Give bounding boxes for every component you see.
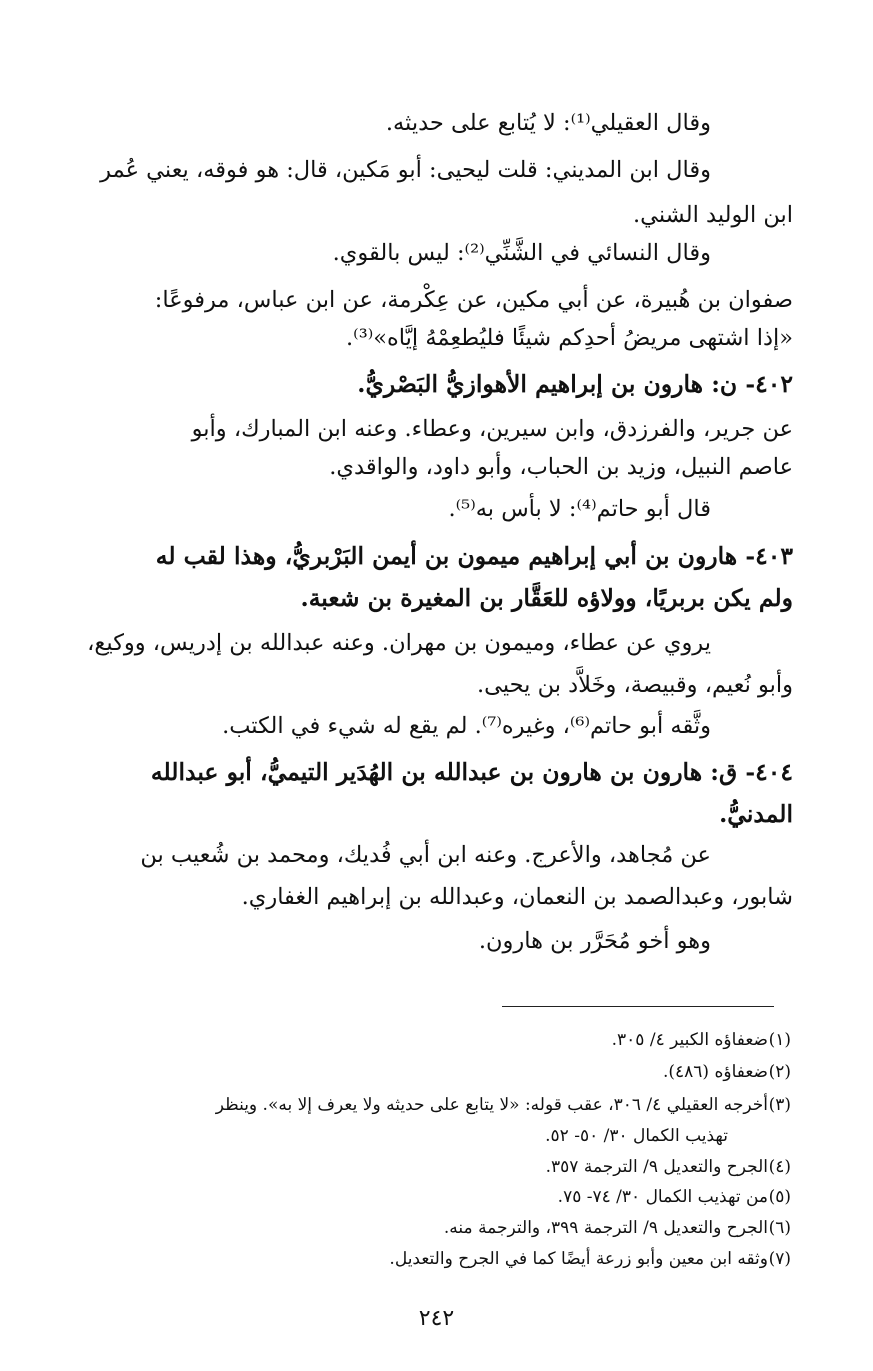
footnote-text: ضعفاؤه الكبير ٤/ ٣٠٥. bbox=[611, 1030, 768, 1050]
footnote-text: أخرجه العقيلي ٤/ ٣٠٦، عقب قوله: «لا يتابع على حديثه ولا يعرف إلا به». وينظر bbox=[215, 1095, 768, 1115]
footnote-separator bbox=[502, 1006, 774, 1007]
footnote-text: الجرح والتعديل ٩/ الترجمة ٣٩٩، والترجمة منه. bbox=[443, 1218, 768, 1238]
footnote-number: (٥) bbox=[768, 1187, 791, 1207]
text-line: وقال العقيلي⁽¹⁾: لا يُتابع على حديثه. bbox=[385, 110, 711, 136]
text-line: ابن الوليد الشني. bbox=[632, 202, 793, 228]
footnote-number: (٢) bbox=[768, 1062, 791, 1082]
entry-heading-403-cont: ولم يكن بربريًا، وولاؤه للعَقَّار بن المغيرة بن شعبة. bbox=[300, 584, 793, 612]
footnote-text: من تهذيب الكمال ٣٠/ ٧٤- ٧٥. bbox=[557, 1187, 768, 1207]
text-line: وهو أخو مُحَرَّر بن هارون. bbox=[478, 928, 711, 954]
text-line: وقال ابن المديني: قلت ليحيى: أبو مَكين، قال: هو فوقه، يعني عُمر bbox=[100, 157, 711, 183]
text-line: عن جرير، والفرزدق، وابن سيرين، وعطاء. وعنه ابن المبارك، وأبو bbox=[191, 416, 793, 442]
footnote-text: الجرح والتعديل ٩/ الترجمة ٣٥٧. bbox=[545, 1157, 768, 1177]
entry-heading-404-cont: المدنيُّ. bbox=[719, 800, 793, 828]
footnote-number: (٦) bbox=[768, 1218, 791, 1238]
footnote-number: (٤) bbox=[768, 1157, 791, 1177]
entry-heading-403: ٤٠٣- هارون بن أبي إبراهيم ميمون بن أيمن البَرْبريُّ، وهذا لقب له bbox=[155, 542, 793, 570]
footnote-number: (٧) bbox=[768, 1249, 791, 1269]
page-number: ٢٤٢ bbox=[418, 1306, 455, 1331]
text-line: صفوان بن هُبيرة، عن أبي مكين، عن عِكْرمة، عن ابن عباس، مرفوعًا: bbox=[154, 287, 793, 313]
text-line: قال أبو حاتم⁽⁴⁾: لا بأس به⁽⁵⁾. bbox=[448, 496, 711, 522]
footnote-text: ضعفاؤه (٤٨٦). bbox=[662, 1062, 768, 1082]
text-line: وأبو نُعيم، وقبيصة، وخَلاَّد بن يحيى. bbox=[476, 672, 793, 698]
footnote-text: وثقه ابن معين وأبو زرعة أيضًا كما في الجرح والتعديل. bbox=[389, 1249, 768, 1269]
text-line: شابور، وعبدالصمد بن النعمان، وعبدالله بن إبراهيم الغفاري. bbox=[241, 884, 793, 910]
footnote-text: تهذيب الكمال ٣٠/ ٥٠- ٥٢. bbox=[545, 1126, 728, 1146]
footnote-number: (١) bbox=[768, 1030, 791, 1050]
entry-heading-402: ٤٠٢- ن: هارون بن إبراهيم الأهوازيُّ البَصْريُّ. bbox=[357, 370, 793, 398]
text-line: يروي عن عطاء، وميمون بن مهران. وعنه عبدالله بن إدريس، ووكيع، bbox=[87, 630, 711, 656]
text-line: «إذا اشتهى مريضُ أحدِكم شيئًا فليُطعِمْهُ إيَّاه»⁽³⁾. bbox=[346, 325, 793, 351]
entry-heading-404: ٤٠٤- ق: هارون بن هارون بن عبدالله بن الهُدَير التيميُّ، أبو عبدالله bbox=[150, 758, 793, 786]
text-line: عن مُجاهد، والأعرج. وعنه ابن أبي فُديك، ومحمد بن شُعيب بن bbox=[140, 842, 711, 868]
text-line: وثَّقه أبو حاتم⁽⁶⁾، وغيره⁽⁷⁾. لم يقع له شيء في الكتب. bbox=[222, 713, 711, 739]
text-line: عاصم النبيل، وزيد بن الحباب، وأبو داود، والواقدي. bbox=[329, 454, 793, 480]
text-line: وقال النسائي في الشَّنِّي⁽²⁾: ليس بالقوي. bbox=[332, 240, 711, 266]
footnote-number: (٣) bbox=[768, 1095, 791, 1115]
